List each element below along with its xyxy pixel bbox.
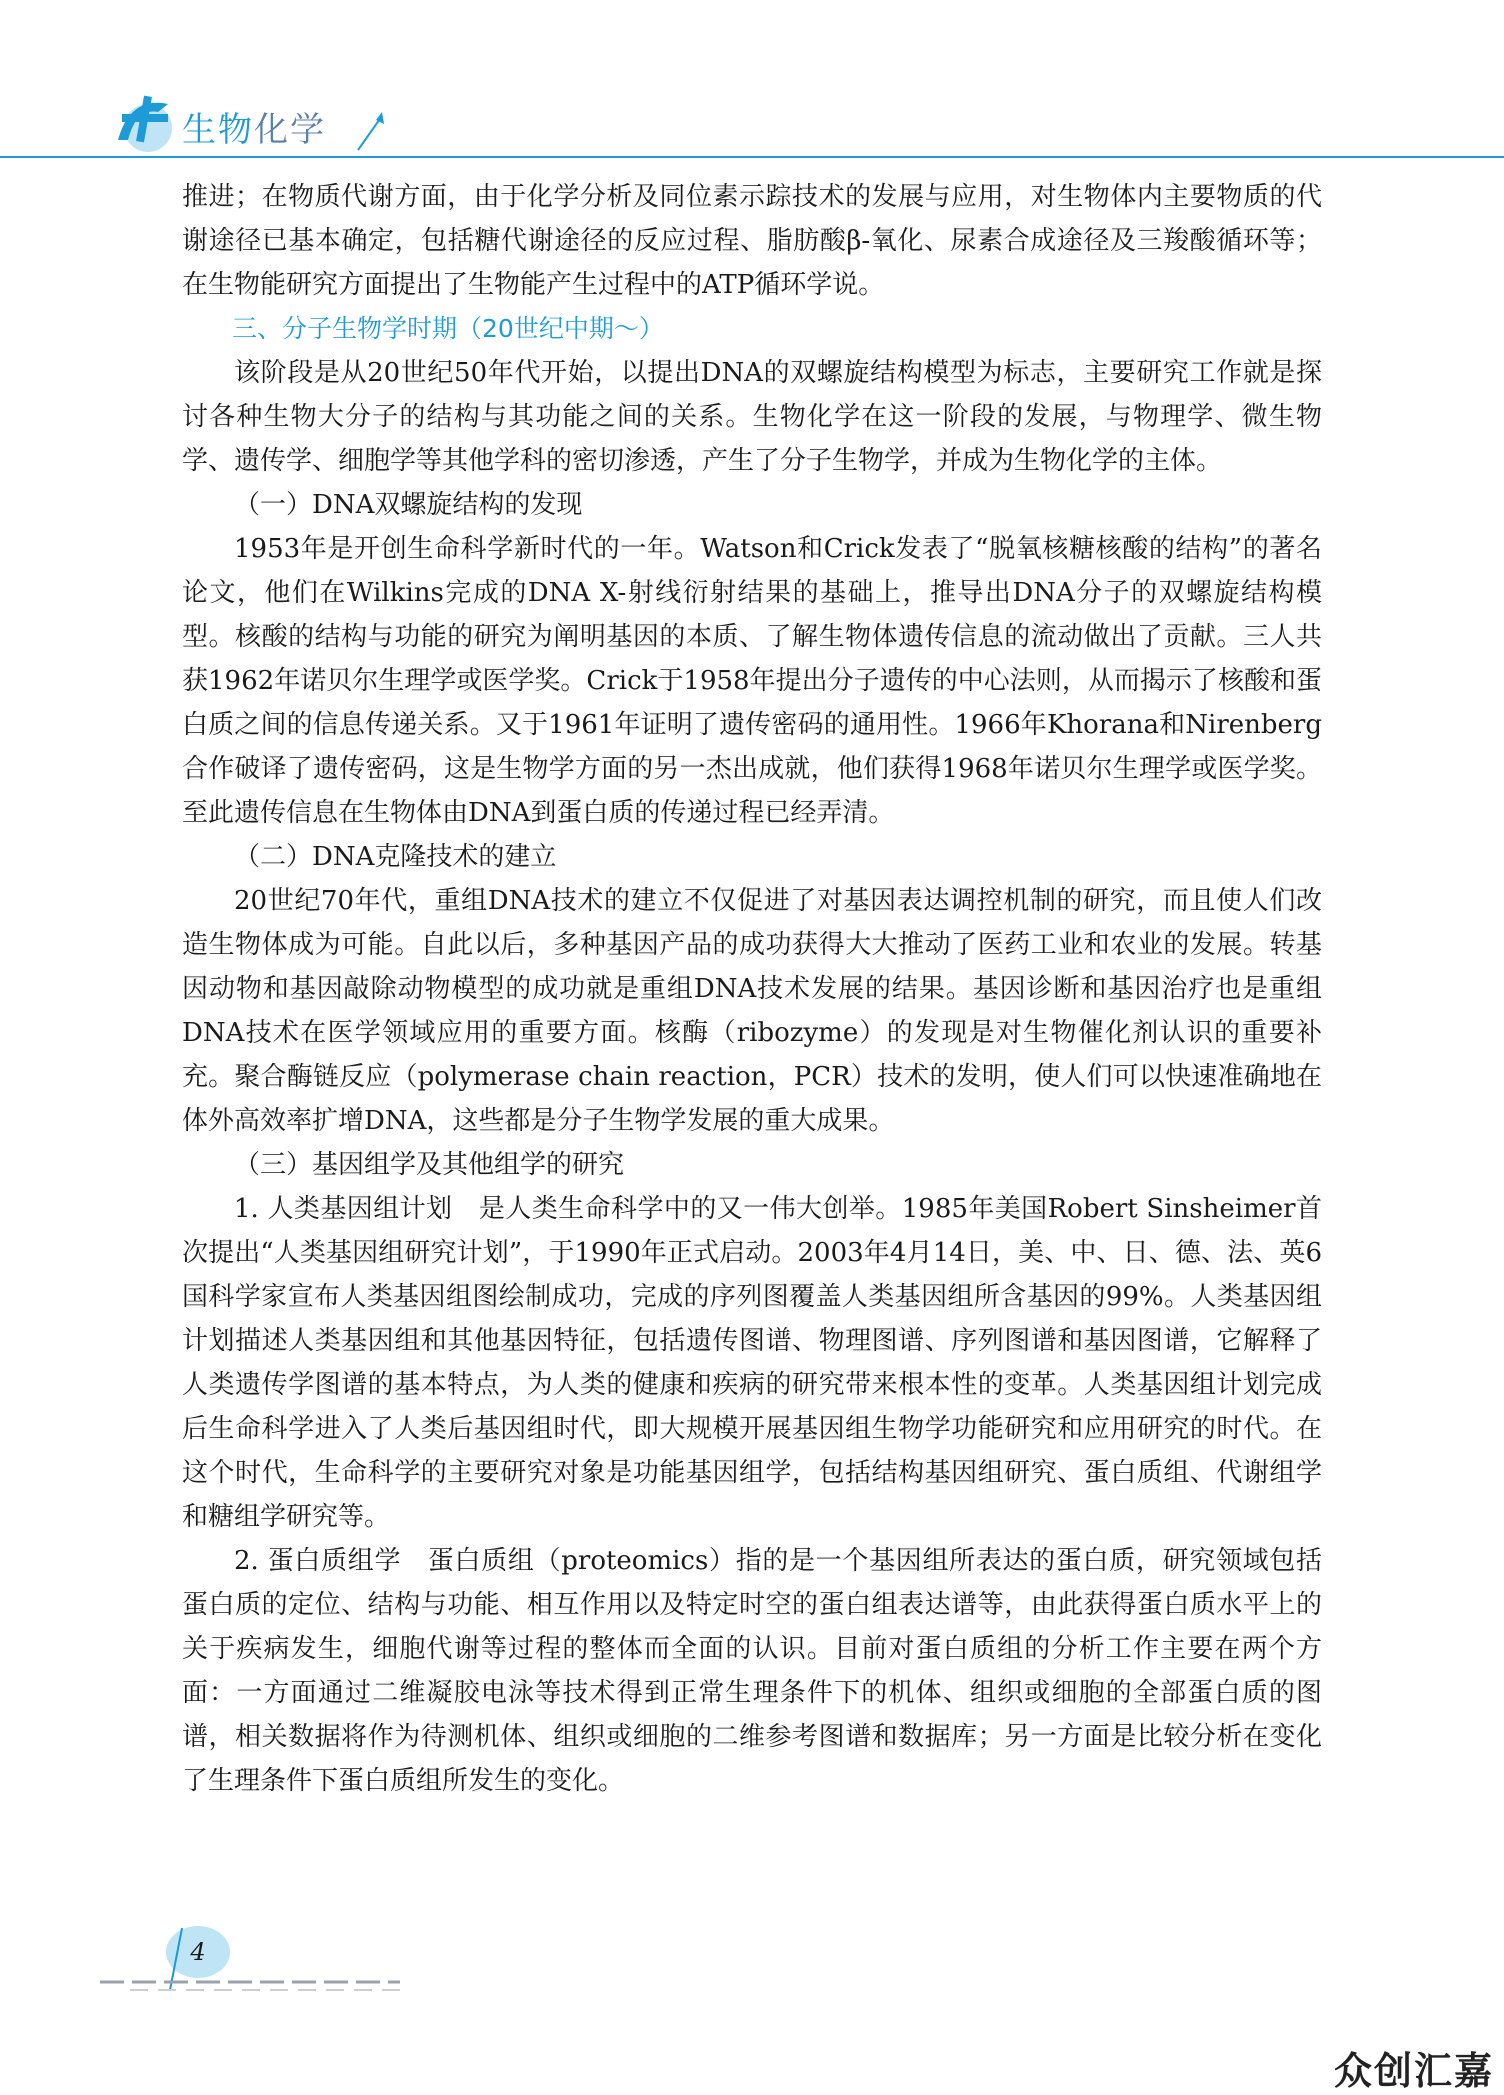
- subsection-paragraph-1: 1953年是开创生命科学新时代的一年。Watson和Crick发表了“脱氧核糖核酸的结构”的著名论文，他们在Wilkins完成的DNA X-射线衍射结果的基础上，推导出DNA分子的双螺旋结构模型。核酸的结构与功能的研究为阐明基因的本质、了解生物体遗传信息的流动做出了贡献。三人共获1962年诺贝尔生理学或医学奖。Crick于1958年提出分子遗传的中心法则，从而揭示了核酸和蛋白质之间的信息传递关系。又于1961年证明了遗传密码的通用性。1966年Khorana和Nirenberg合作破译了遗传密码，这是生物学方面的另一杰出成就，他们获得1968年诺贝尔生理学或医学奖。至此遗传信息在生物体由DNA到蛋白质的传递过程已经弄清。: [182, 534, 1322, 828]
- book-title: [182, 106, 326, 154]
- book-title-part2: 化学: [254, 110, 326, 150]
- intro-paragraph: 推进；在物质代谢方面，由于化学分析及同位素示踪技术的发展与应用，对生物体内主要物质的代谢途径已基本确定，包括糖代谢途径的反应过程、脂肪酸β-氧化、尿素合成途径及三羧酸循环等；在生物能研究方面提出了生物能产生过程中的ATP循环学说。: [182, 182, 1322, 300]
- subsection-heading-3: （三）基因组学及其他组学的研究: [234, 1150, 625, 1180]
- subsection-heading-1: （一）DNA双螺旋结构的发现: [234, 490, 583, 520]
- main-content: [182, 175, 1322, 1803]
- section-paragraph: 该阶段是从20世纪50年代开始，以提出DNA的双螺旋结构模型为标志，主要研究工作就是探讨各种生物大分子的结构与其功能之间的关系。生物化学在这一阶段的发展，与物理学、微生物学、遗传学、细胞学等其他学科的密切渗透，产生了分子生物学，并成为生物化学的主体。: [182, 358, 1322, 476]
- page-number: 4: [190, 1938, 206, 1966]
- subsection-paragraph-2: 20世纪70年代，重组DNA技术的建立不仅促进了对基因表达调控机制的研究，而且使人们改造生物体成为可能。自此以后，多种基因产品的成功获得大大推动了医药工业和农业的发展。转基因动物和基因敲除动物模型的成功就是重组DNA技术发展的结果。基因诊断和基因治疗也是重组DNA技术在医学领域应用的重要方面。核酶（ribozyme）的发现是对生物催化剂认识的重要补充。聚合酶链反应（polymerase chain reaction，PCR）技术的发明，使人们可以快速准确地在体外高效率扩增DNA，这些都是分子生物学发展的重大成果。: [182, 886, 1322, 1136]
- subsection-paragraph-3b: 2. 蛋白质组学 蛋白质组（proteomics）指的是一个基因组所表达的蛋白质，研究领域包括蛋白质的定位、结构与功能、相互作用以及特定时空的蛋白组表达谱等，由此获得蛋白质水平上的关于疾病发生，细胞代谢等过程的整体而全面的认识。目前对蛋白质组的分析工作主要在两个方面：一方面通过二维凝胶电泳等技术得到正常生理条件下的机体、组织或细胞的全部蛋白质的图谱，相关数据将作为待测机体、组织或细胞的二维参考图谱和数据库；另一方面是比较分析在变化了生理条件下蛋白质组所发生的变化。: [182, 1546, 1322, 1796]
- section-heading: 三、分子生物学时期（20世纪中期～）: [232, 314, 664, 343]
- watermark-text: 众创汇嘉: [1333, 2049, 1494, 2093]
- subsection-heading-2: （二）DNA克隆技术的建立: [234, 842, 557, 872]
- subsection-paragraph-3a: 1. 人类基因组计划 是人类生命科学中的又一伟大创举。1985年美国Robert Sinsheimer首次提出“人类基因组研究计划”，于1990年正式启动。2003年4月14日，美、中、日、德、法、英6国科学家宣布人类基因组图绘制成功，完成的序列图覆盖人类基因组所含基因的99%。人类基因组计划描述人类基因组和其他基因特征，包括遗传图谱、物理图谱、序列图谱和基因图谱，它解释了人类遗传学图谱的基本特点，为人类的健康和疾病的研究带来根本性的变革。人类基因组计划完成后生命科学进入了人类后基因组时代，即大规模开展基因组生物学功能研究和应用研究的时代。在这个时代，生命科学的主要研究对象是功能基因组学，包括结构基因组研究、蛋白质组、代谢组学和糖组学研究等。: [182, 1194, 1322, 1532]
- book-title-part1: 生物: [182, 110, 254, 150]
- page-header: [0, 0, 1504, 170]
